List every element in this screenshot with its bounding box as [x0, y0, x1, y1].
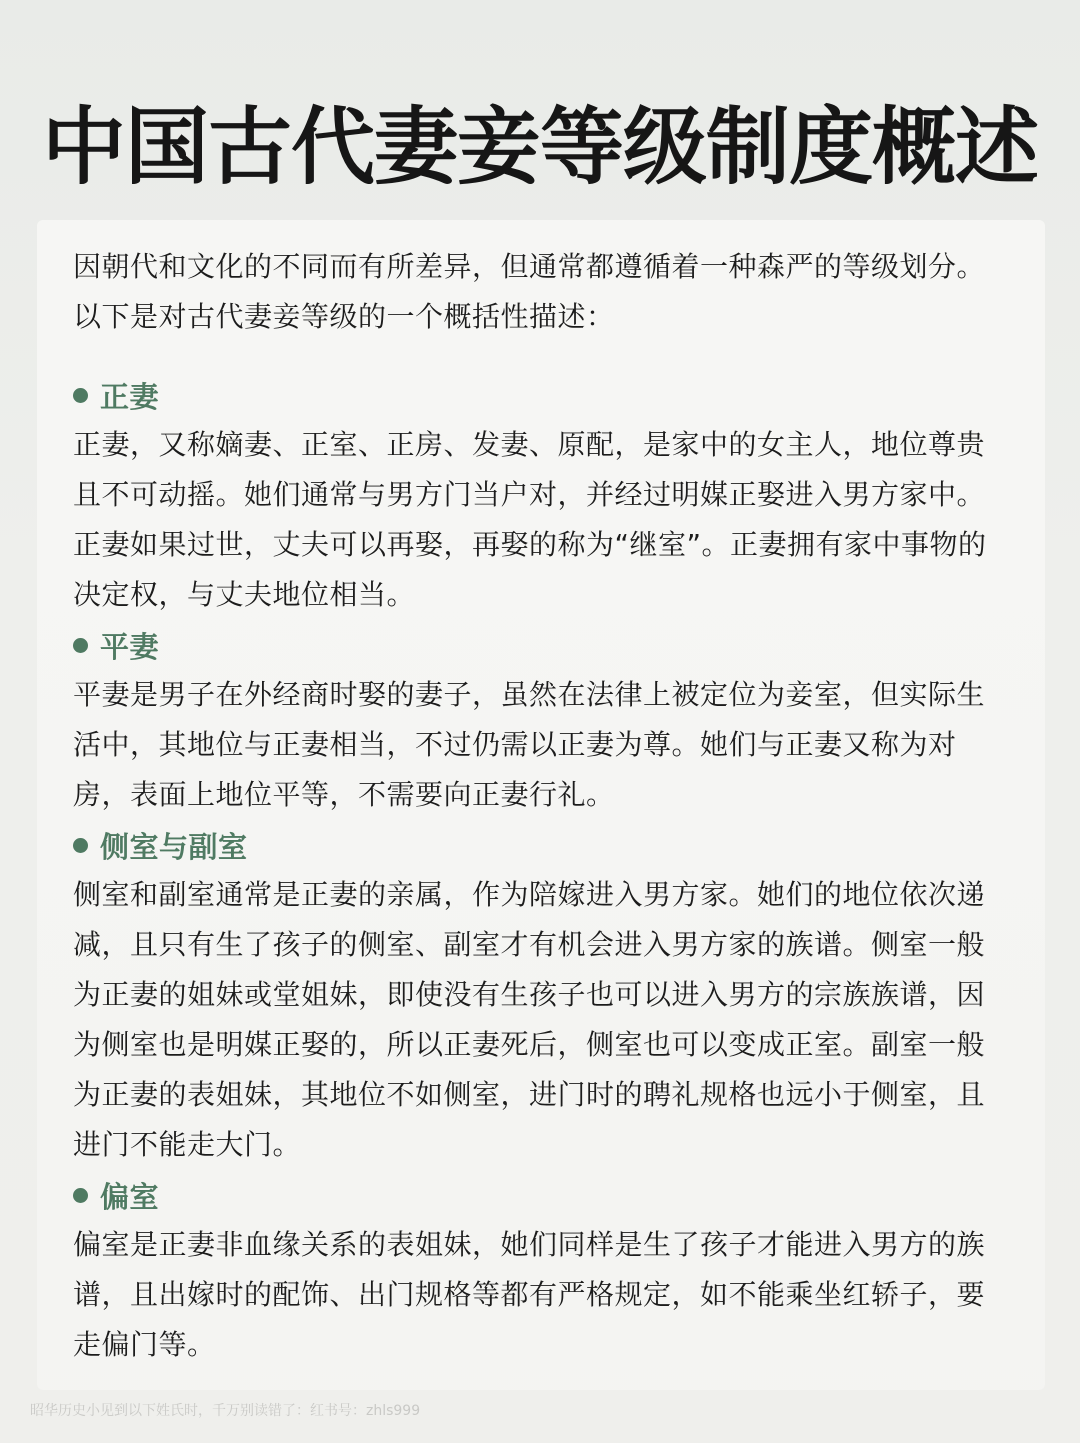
page-title: 中国古代妻妾等级制度概述 — [41, 97, 1038, 196]
section-pingqi — [73, 620, 1011, 820]
bullet-dot-icon — [73, 388, 88, 403]
section-body: 侧室和副室通常是正妻的亲属，作为陪嫁进入男方家。她们的地位依次递减，且只有生了孩子的侧室、副室才有机会进入男方家的族谱。侧室一般为正妻的姐妹或堂姐妹，即使没有生孩子也可以进入男方的宗族族谱，因为侧室也是明媒正娶的，所以正妻死后，侧室也可以变成正室。副室一般为正妻的表姐妹，其地位不如侧室，进门时的聘礼规格也远小于侧室，且进门不能走大门。 — [73, 878, 986, 1161]
section-body: 偏室是正妻非血缘关系的表姐妹，她们同样是生了孩子才能进入男方的族谱，且出嫁时的配饰、出门规格等都有严格规定，如不能乘坐红轿子，要走偏门等。 — [73, 1228, 986, 1361]
bullet-dot-icon — [73, 1188, 88, 1203]
bullet-dot-icon — [73, 838, 88, 853]
section-heading-text: 正妻 — [100, 379, 160, 414]
section-ceshi-fushi — [73, 820, 1011, 1170]
section-pianshi — [73, 1170, 1011, 1370]
section-heading — [73, 820, 1011, 870]
footer-watermark-text: 昭华历史小见到以下姓氏时，千万别读错了：红书号：zhls999 — [30, 1403, 421, 1419]
section-heading-text: 平妻 — [100, 629, 160, 664]
section-body: 平妻是男子在外经商时娶的妻子，虽然在法律上被定位为妾室，但实际生活中，其地位与正妻相当，不过仍需以正妻为尊。她们与正妻又称为对房，表面上地位平等，不需要向正妻行礼。 — [73, 678, 986, 811]
section-heading — [73, 620, 1011, 670]
section-zhengqi — [73, 370, 1011, 620]
bullet-dot-icon — [73, 638, 88, 653]
section-heading-text: 偏室 — [100, 1179, 160, 1214]
intro-paragraph: 因朝代和文化的不同而有所差异，但通常都遵循着一种森严的等级划分。以下是对古代妻妾等级的一个概括性描述： — [73, 250, 986, 333]
section-heading — [73, 1170, 1011, 1220]
content-card — [37, 220, 1045, 1390]
section-heading — [73, 370, 1011, 420]
section-heading-text: 侧室与副室 — [100, 829, 248, 864]
section-body: 正妻，又称嫡妻、正室、正房、发妻、原配，是家中的女主人，地位尊贵且不可动摇。她们通常与男方门当户对，并经过明媒正娶进入男方家中。正妻如果过世，丈夫可以再娶，再娶的称为“继室”。正妻拥有家中事物的决定权，与丈夫地位相当。 — [73, 428, 987, 611]
